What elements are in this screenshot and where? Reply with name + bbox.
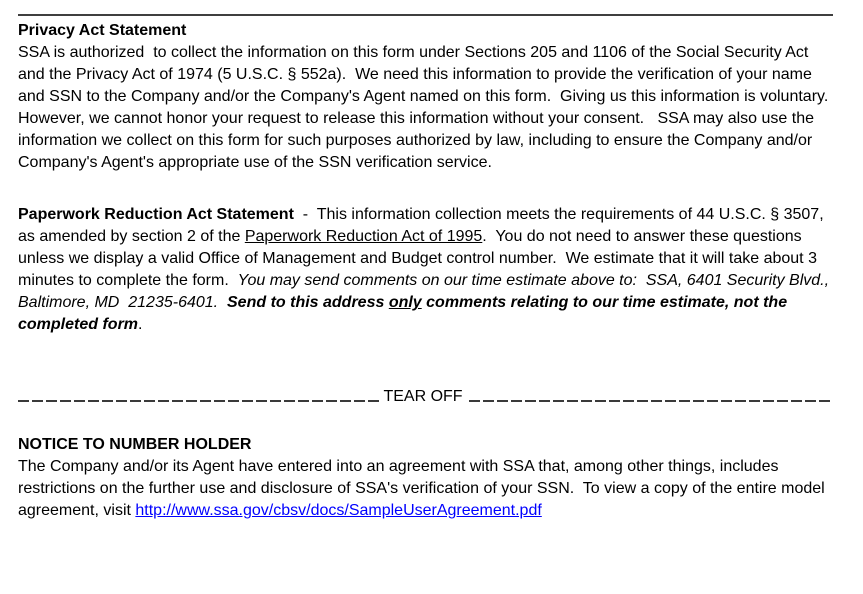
text-run: The Company and/or its Agent have entered into an agreement with SSA that, among other things, includes restrictions on the further use and disclosure of SSA's verification of your SSN. To view a copy of the entire model agreement, visit <box>18 458 830 519</box>
text-run: . You do not need to answer these questions unless we display a valid Office of Management and Budget control number. We estimate that it will take about 3 minutes to complete the form. <box>18 228 822 289</box>
text-run: - This information collection meets the requirements of 44 U.S.C. § 3507, as amended by section 2 of the <box>18 206 829 245</box>
text-run: . <box>138 316 143 333</box>
paperwork-act-underlined: Paperwork Reduction Act of 1995 <box>244 228 483 245</box>
paperwork-heading-run: Paperwork Reduction Act Statement <box>18 206 294 223</box>
tear-off-dashes-left <box>18 400 382 402</box>
top-rule <box>18 14 833 16</box>
sample-user-agreement-link[interactable]: http://www.ssa.gov/cbsv/docs/SampleUserAgreement.pdf <box>135 502 542 519</box>
document-page <box>0 14 863 522</box>
tear-off-label: TEAR OFF <box>383 388 463 405</box>
notice-to-number-holder-heading: NOTICE TO NUMBER HOLDER <box>18 436 252 453</box>
privacy-act-paragraph <box>18 42 838 174</box>
privacy-act-heading: Privacy Act Statement <box>18 22 187 39</box>
paperwork-reduction-paragraph <box>18 204 833 336</box>
text-run: Send to this address <box>227 294 389 311</box>
text-run: SSA is authorized to collect the information on this form under Sections 205 and 1106 of the Social Security Act and the Privacy Act of 1974 (5 U.S.C. § 552a). We need this information to provide the verification of your name and SSN to the Company and/or the Company's Agent named on this form. Giving us this information is voluntary. However, we cannot honor your request to release this information without your consent. SSA may also use the information we collect on this form for such purposes authorized by law, including to ensure the Company and/or Company's Agent's appropriate use of the SSN verification service. <box>18 44 838 171</box>
tear-off-line <box>18 386 833 408</box>
tear-off-dashes-right <box>469 400 833 402</box>
text-run: You may send comments on our time estimate above to: SSA, 6401 Security Blvd., Baltimore, MD 21235-6401. <box>18 272 834 311</box>
notice-paragraph <box>18 456 833 522</box>
text-run: comments relating to our time estimate, not the completed form <box>18 294 792 333</box>
text-run: only <box>388 294 422 311</box>
